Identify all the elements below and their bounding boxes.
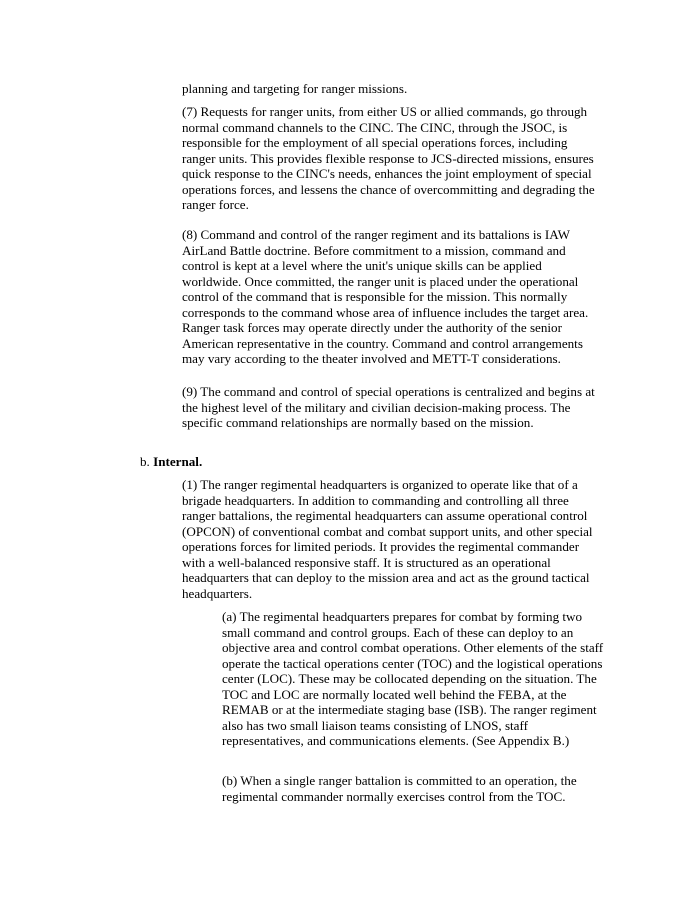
paragraph-b1a: (a) The regimental headquarters prepares for combat by forming two small command and control groups. Each of these can deploy to an objective area and control combat operations. Other elements of the staff operate the tactical operations center (TOC) and the logistical operations center (LOC). These may be collocated depending on the situation. The TOC and LOC are normally located well behind the FEBA, at the REMAB or at the intermediate staging base (ISB). The ranger regiment also has two small liaison teams consisting of LNOS, staff representatives, and communications elements. (See Appendix B.) (222, 609, 604, 748)
paragraph-9: (9) The command and control of special operations is centralized and begins at the highest level of the military and civilian decision-making process. The specific command relationships are normally based on the mission. (182, 384, 595, 430)
section-b-heading (140, 454, 202, 470)
paragraph-8: (8) Command and control of the ranger regiment and its battalions is IAW AirLand Battle doctrine. Before commitment to a mission, command and control is kept at a level where the unit's unique skills can be applied worldwide. Once committed, the ranger unit is placed under the operational control of the command that is responsible for the mission. This normally corresponds to the command whose area of influence includes the target area. Ranger task forces may operate directly under the authority of the senior American representative in the country. Command and control arrangements may vary according to the theater involved and METT-T considerations. (182, 227, 589, 366)
section-b-title: Internal. (153, 454, 203, 469)
paragraph-7: (7) Requests for ranger units, from either US or allied commands, go through normal command channels to the CINC. The CINC, through the JSOC, is responsible for the employment of all special operations forces, including ranger units. This provides flexible response to JCS-directed missions, ensures quick response to the CINC's needs, enhances the joint employment of special operations forces, and lessens the chance of overcommitting and degrading the ranger force. (182, 104, 595, 212)
section-b-prefix: b. (140, 454, 150, 469)
paragraph-b1b: (b) When a single ranger battalion is committed to an operation, the regimental commander normally exercises control from the TOC. (222, 773, 577, 804)
continued-paragraph-line: planning and targeting for ranger missions. (182, 81, 408, 96)
paragraph-b1: (1) The ranger regimental headquarters is organized to operate like that of a brigade headquarters. In addition to commanding and controlling all three ranger battalions, the regimental headquarters can assume operational control (OPCON) of conventional combat and combat support units, and other special operations forces for limited periods. It provides the regimental commander with a well-balanced responsive staff. It is structured as an operational headquarters that can deploy to the mission area and act as the ground tactical headquarters. (182, 477, 593, 601)
